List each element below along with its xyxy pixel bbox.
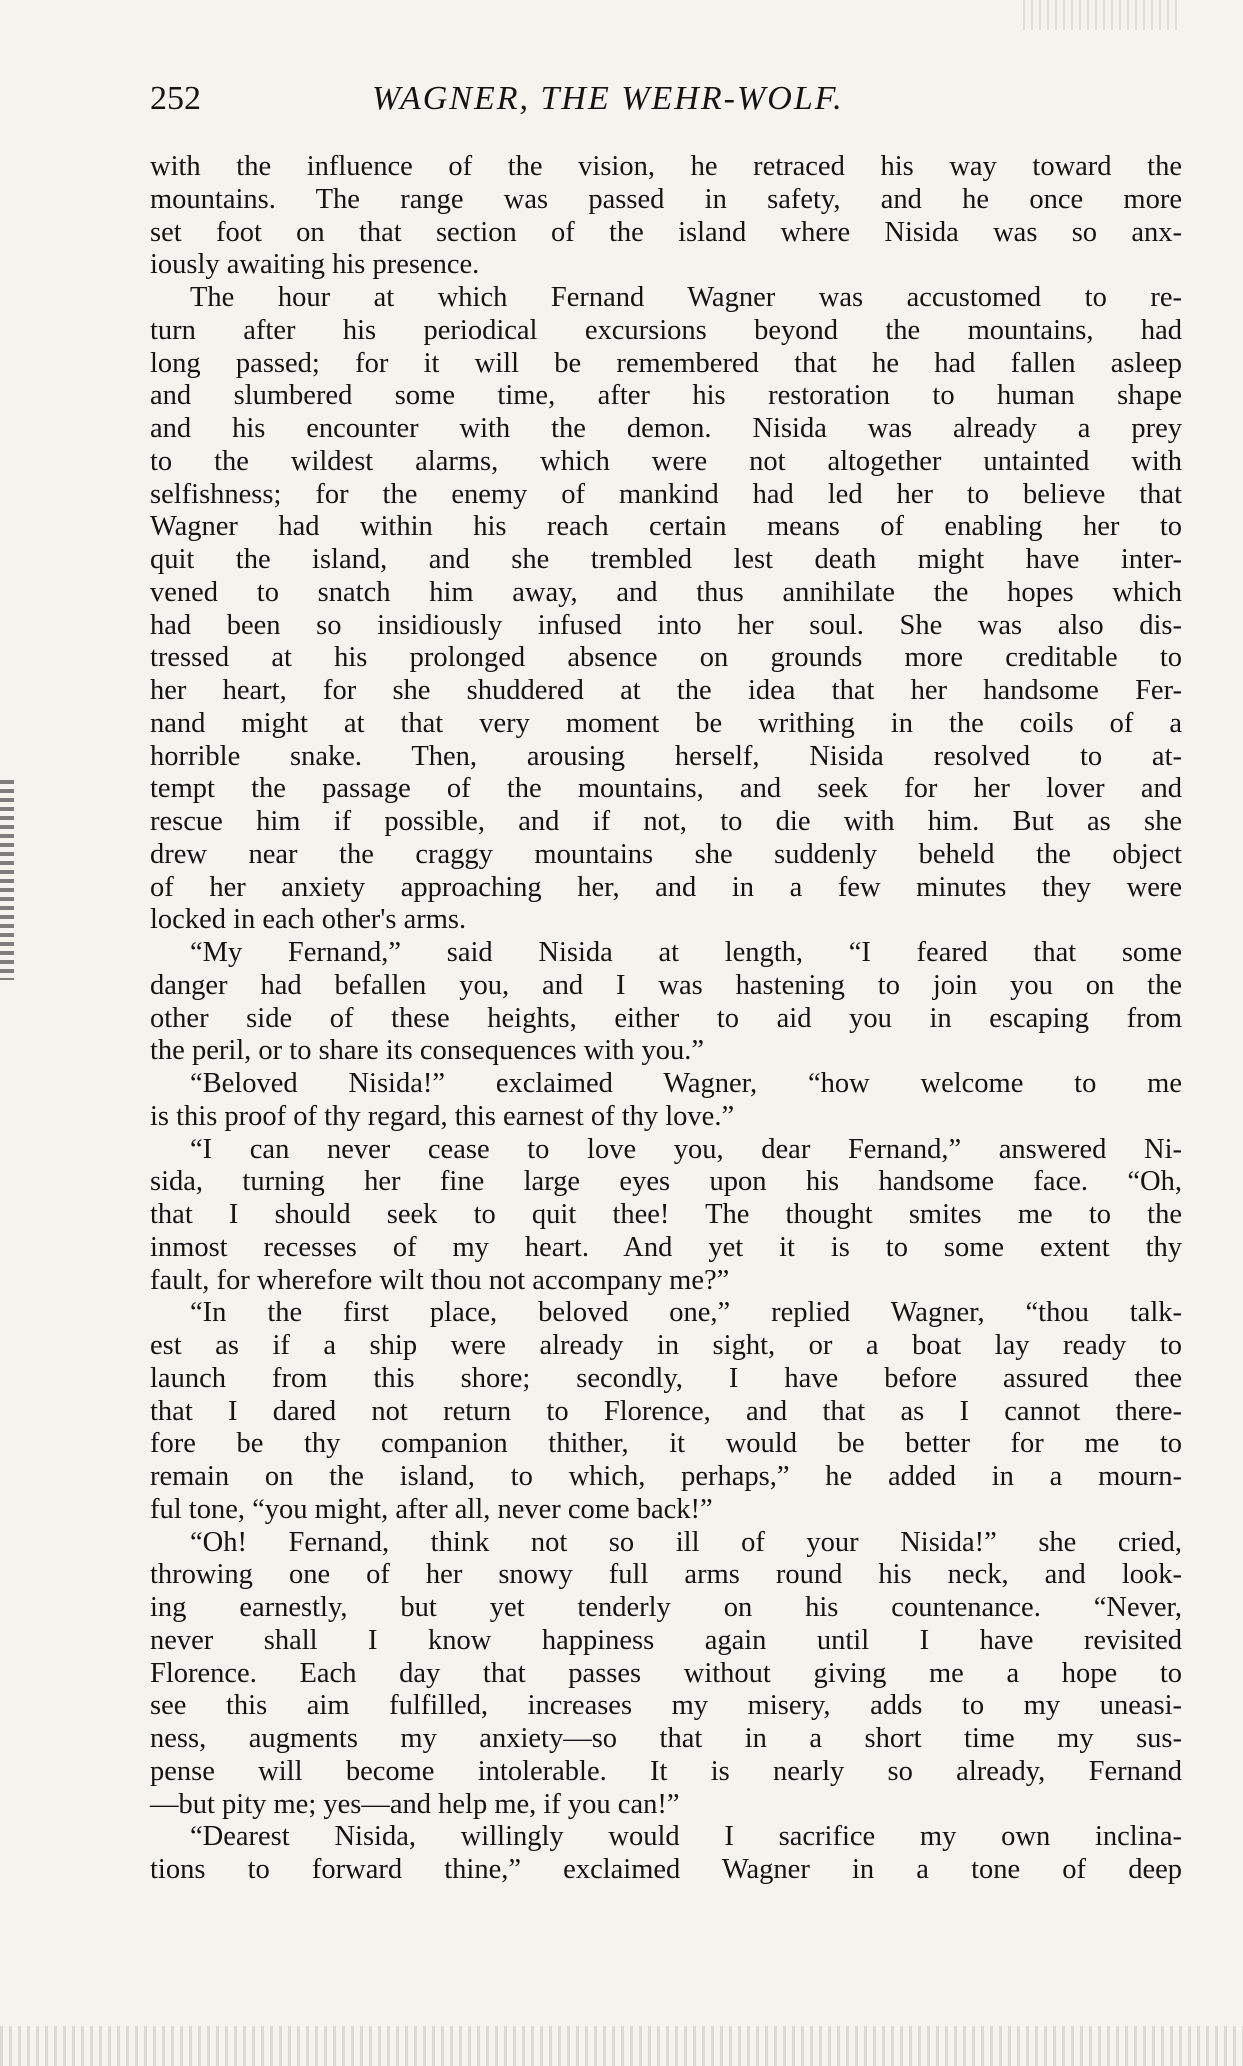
text-line: tempt the passage of the mountains, and seek for her lover and — [150, 773, 1182, 805]
text-line: ing earnestly, but yet tenderly on his countenance. “Never, — [150, 1592, 1182, 1623]
text-line: pense will become intolerable. It is nearly so already, Fernand — [150, 1755, 1182, 1787]
text-line: “Beloved Nisida!” exclaimed Wagner, “how welcome to me — [190, 1068, 1182, 1099]
text-line: see this aim fulfilled, increases my misery, adds to my uneasi- — [150, 1690, 1182, 1722]
text-line: that I dared not return to Florence, and that as I cannot there- — [150, 1395, 1182, 1427]
text-line: launch from this shore; secondly, I have before assured thee — [150, 1362, 1182, 1394]
text-line: “Oh! Fernand, think not so ill of your Nisida!” she cried, — [190, 1526, 1182, 1558]
text-line: throwing one of her snowy full arms round his neck, and look- — [150, 1559, 1182, 1591]
page-number: 252 — [150, 80, 201, 117]
text-line: —but pity me; yes—and help me, if you can!” — [150, 1788, 680, 1820]
text-line: to the wildest alarms, which were not altogether untainted with — [150, 445, 1182, 477]
text-line: inmost recesses of my heart. And yet it is to some extent thy — [150, 1231, 1182, 1263]
text-line: danger had befallen you, and I was hastening to join you on the — [150, 969, 1182, 1001]
text-line: “In the first place, beloved one,” replied Wagner, “thou talk- — [190, 1297, 1182, 1329]
text-line: ness, augments my anxiety—so that in a short time my sus- — [150, 1723, 1182, 1754]
text-line: Wagner had within his reach certain means of enabling her to — [150, 511, 1182, 543]
text-line: tressed at his prolonged absence on grounds more creditable to — [150, 642, 1182, 674]
text-line: other side of these heights, either to aid you in escaping from — [150, 1002, 1182, 1034]
text-line: the peril, or to share its consequences with you.” — [150, 1035, 705, 1067]
text-line: sida, turning her fine large eyes upon his handsome face. “Oh, — [150, 1166, 1182, 1198]
text-line: “I can never cease to love you, dear Fernand,” answered Ni- — [190, 1133, 1182, 1165]
text-line: selfishness; for the enemy of mankind had led her to believe that — [150, 478, 1182, 510]
scan-noise-top — [1023, 0, 1183, 30]
text-line: fore be thy companion thither, it would be better for me to — [150, 1428, 1182, 1460]
text-line: ful tone, “you might, after all, never come back!” — [150, 1493, 713, 1525]
text-line: her heart, for she shuddered at the idea that her handsome Fer- — [150, 675, 1182, 706]
text-line: drew near the craggy mountains she suddenly beheld the object — [150, 838, 1182, 870]
text-line: fault, for wherefore wilt thou not accompany me?” — [150, 1264, 730, 1296]
text-line: locked in each other's arms. — [150, 904, 467, 936]
text-line: had been so insidiously infused into her soul. She was also dis- — [150, 609, 1182, 641]
text-line: remain on the island, to which, perhaps,” he added in a mourn- — [150, 1461, 1182, 1492]
scan-noise-left-edge — [0, 780, 14, 980]
text-line: horrible snake. Then, arousing herself, Nisida resolved to at- — [150, 740, 1182, 772]
text-line: tions to forward thine,” exclaimed Wagner in a tone of deep — [150, 1854, 1182, 1885]
text-line: est as if a ship were already in sight, or a boat lay ready to — [150, 1330, 1182, 1361]
text-line: set foot on that section of the island where Nisida was so anx- — [150, 216, 1182, 248]
text-line: Florence. Each day that passes without giving me a hope to — [150, 1657, 1182, 1689]
text-line: vened to snatch him away, and thus annihilate the hopes which — [150, 576, 1182, 608]
scan-noise-bottom — [0, 2026, 1243, 2066]
running-title: WAGNER, THE WEHR-WOLF. — [372, 80, 844, 117]
text-line: that I should seek to quit thee! The thought smites me to the — [150, 1199, 1182, 1230]
text-line: quit the island, and she trembled lest death might have inter- — [150, 544, 1182, 575]
text-line: of her anxiety approaching her, and in a few minutes they were — [150, 871, 1182, 903]
body-text — [150, 151, 1182, 1887]
text-line: mountains. The range was passed in safety, and he once more — [150, 183, 1182, 215]
text-line: iously awaiting his presence. — [150, 249, 480, 281]
text-line: and his encounter with the demon. Nisida was already a prey — [150, 413, 1182, 444]
text-line: turn after his periodical excursions beyond the mountains, had — [150, 314, 1182, 346]
text-line: with the influence of the vision, he retraced his way toward the — [150, 151, 1182, 182]
text-line: nand might at that very moment be writhing in the coils of a — [150, 707, 1182, 739]
text-line: long passed; for it will be remembered that he had fallen asleep — [150, 347, 1182, 379]
text-line: The hour at which Fernand Wagner was accustomed to re- — [190, 282, 1182, 313]
text-line: “My Fernand,” said Nisida at length, “I feared that some — [190, 937, 1182, 968]
text-line: and slumbered some time, after his restoration to human shape — [150, 380, 1182, 412]
text-line: is this proof of thy regard, this earnest of thy love.” — [150, 1100, 735, 1132]
text-line: rescue him if possible, and if not, to die with him. But as she — [150, 806, 1182, 837]
text-line: “Dearest Nisida, willingly would I sacrifice my own inclina- — [190, 1821, 1182, 1853]
running-head — [150, 80, 1170, 126]
text-line: never shall I know happiness again until I have revisited — [150, 1624, 1182, 1656]
